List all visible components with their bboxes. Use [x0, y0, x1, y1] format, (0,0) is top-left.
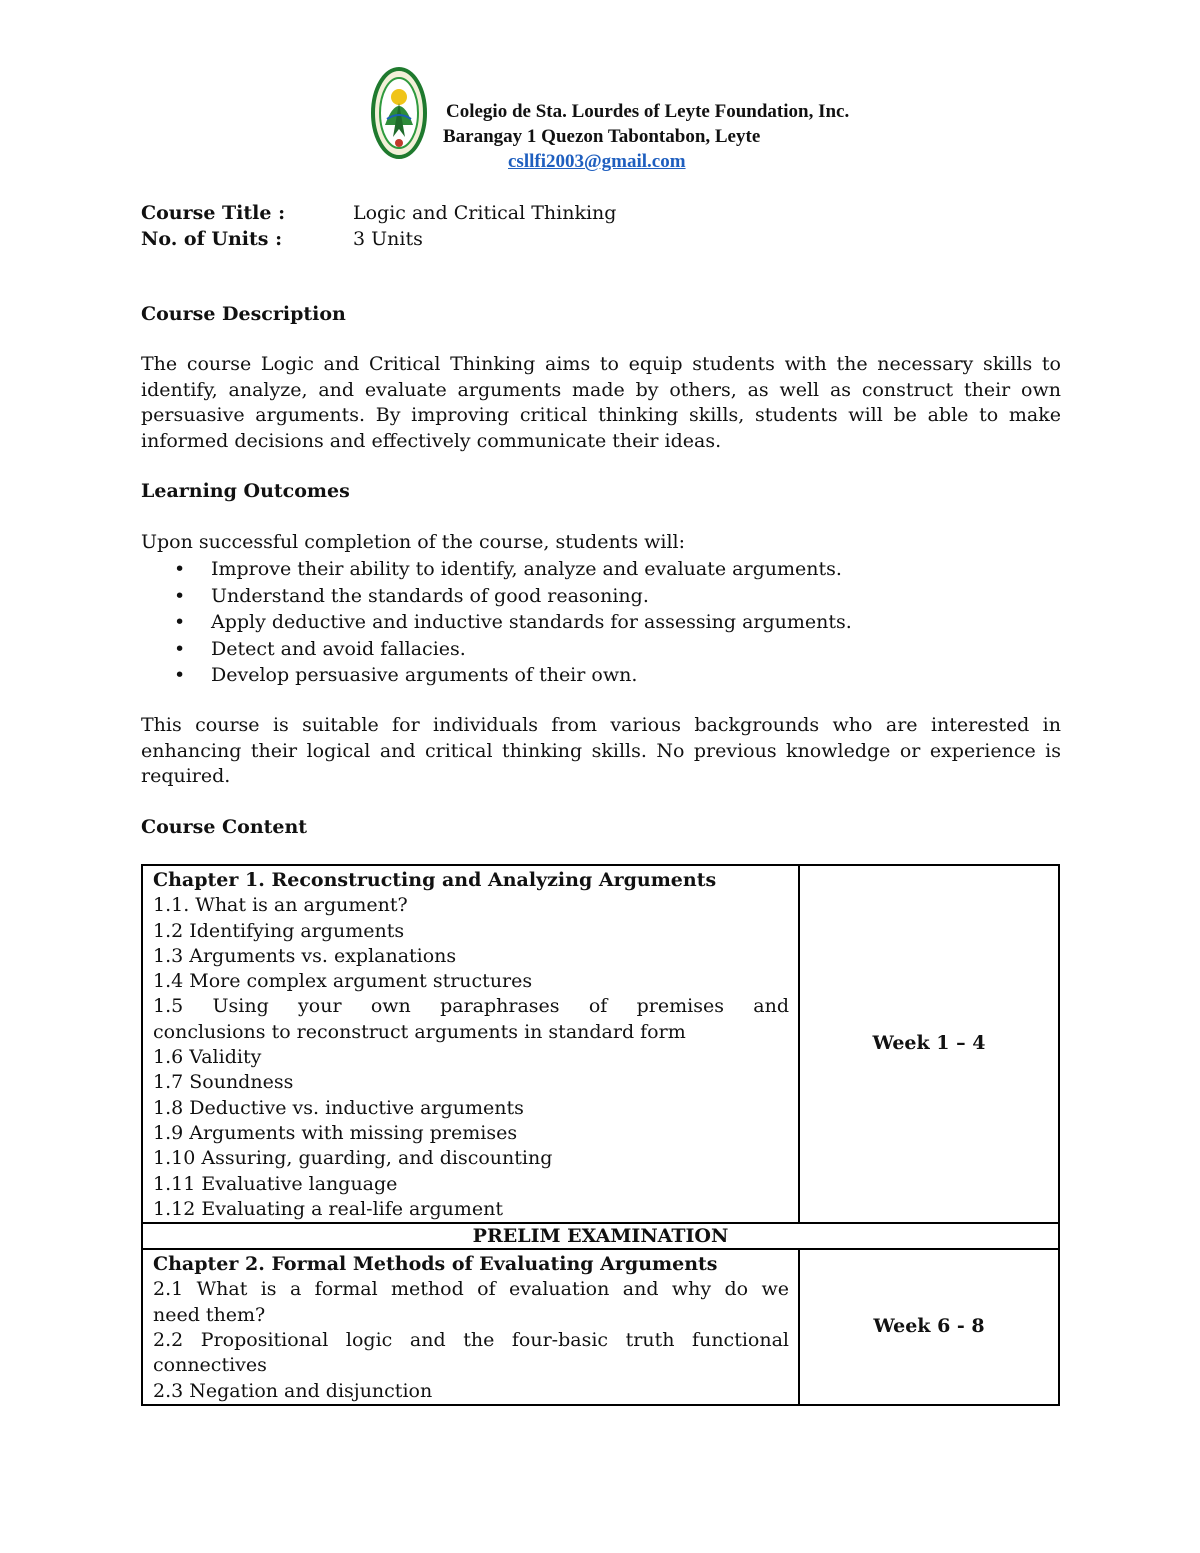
outcome-item: • Apply deductive and inductive standards for assessing arguments.: [141, 609, 1061, 636]
topic-item: conclusions to reconstruct arguments in standard form: [153, 1020, 686, 1043]
topic-item: 2.3 Negation and disjunction: [153, 1379, 433, 1402]
topic-item: 1.2 Identifying arguments: [153, 919, 405, 942]
topic-item: 1.12 Evaluating a real-life argument: [153, 1197, 503, 1220]
topic-item: 2.2 Propositional logic and the four-basic truth functional: [153, 1329, 789, 1352]
outcome-item: • Develop persuasive arguments of their own.: [141, 662, 1061, 689]
topic-item: 1.1. What is an argument?: [153, 894, 408, 917]
topic-item: 1.11 Evaluative language: [153, 1172, 398, 1195]
topic-item: 1.4 More complex argument structures: [153, 970, 533, 993]
topic-item: need them?: [153, 1303, 266, 1326]
outcomes-closing: This course is suitable for individuals from various backgrounds who are interested in enhancing their logical and critical thinking skills. No previous knowledge or experience is required.: [141, 714, 1061, 787]
prelim-exam-label: PRELIM EXAMINATION: [142, 1223, 1059, 1249]
course-units-label: No. of Units :: [141, 228, 283, 250]
chapter1-week: Week 1 – 4: [799, 865, 1059, 1223]
chapter1-row: [142, 865, 1059, 1223]
course-content-table: [141, 864, 1060, 1406]
chapter2-row: [142, 1249, 1059, 1405]
chapter2-title: Chapter 2. Formal Methods of Evaluating Arguments: [153, 1253, 718, 1276]
topic-item: 1.3 Arguments vs. explanations: [153, 944, 457, 967]
course-title-value: Logic and Critical Thinking: [353, 202, 617, 224]
chapter1-topics: [142, 865, 799, 1223]
content-heading: Course Content: [141, 816, 308, 838]
chapter2-week: Week 6 - 8: [799, 1249, 1059, 1405]
topic-item: 1.5 Using your own paraphrases of premises and: [153, 995, 789, 1018]
course-units-row: [141, 226, 616, 252]
outcomes-list: [141, 556, 1061, 689]
outcome-item: • Detect and avoid fallacies.: [141, 636, 1061, 663]
topic-item: 1.6 Validity: [153, 1046, 262, 1069]
course-title-label: Course Title :: [141, 202, 286, 224]
outcome-item: • Improve their ability to identify, analyze and evaluate arguments.: [141, 556, 1061, 583]
description-body: The course Logic and Critical Thinking aims to equip students with the necessary skills to identify, analyze, and evaluate arguments made by others, as well as construct their own persuasive arguments. By improving critical thinking skills, students will be able to make informed decisions and effectively communicate their ideas.: [141, 353, 1061, 452]
topic-item: connectives: [153, 1354, 267, 1377]
outcome-item: • Understand the standards of good reasoning.: [141, 583, 1061, 610]
topic-item: 2.1 What is a formal method of evaluation and why do we: [153, 1278, 789, 1301]
course-title-row: [141, 200, 616, 226]
description-heading: Course Description: [141, 303, 346, 325]
institution-address: Barangay 1 Quezon Tabontabon, Leyte: [443, 126, 761, 147]
topic-item: 1.10 Assuring, guarding, and discounting: [153, 1147, 553, 1170]
chapter1-title: Chapter 1. Reconstructing and Analyzing Arguments: [153, 869, 717, 891]
chapter2-topics: [142, 1249, 799, 1405]
institution-name: Colegio de Sta. Lourdes of Leyte Foundation, Inc.: [446, 101, 850, 122]
exam-row: [142, 1223, 1059, 1249]
course-units-value: 3 Units: [353, 228, 423, 250]
course-meta: [141, 200, 616, 252]
institution-email-link[interactable]: csllfi2003@gmail.com: [508, 151, 686, 172]
topic-item: 1.9 Arguments with missing premises: [153, 1121, 518, 1144]
school-seal-icon: [371, 67, 427, 159]
outcomes-intro: Upon successful completion of the course, students will:: [141, 531, 686, 553]
outcomes-heading: Learning Outcomes: [141, 480, 350, 502]
topic-item: 1.8 Deductive vs. inductive arguments: [153, 1096, 524, 1119]
institution-header: [430, 99, 880, 174]
topic-item: 1.7 Soundness: [153, 1071, 294, 1094]
